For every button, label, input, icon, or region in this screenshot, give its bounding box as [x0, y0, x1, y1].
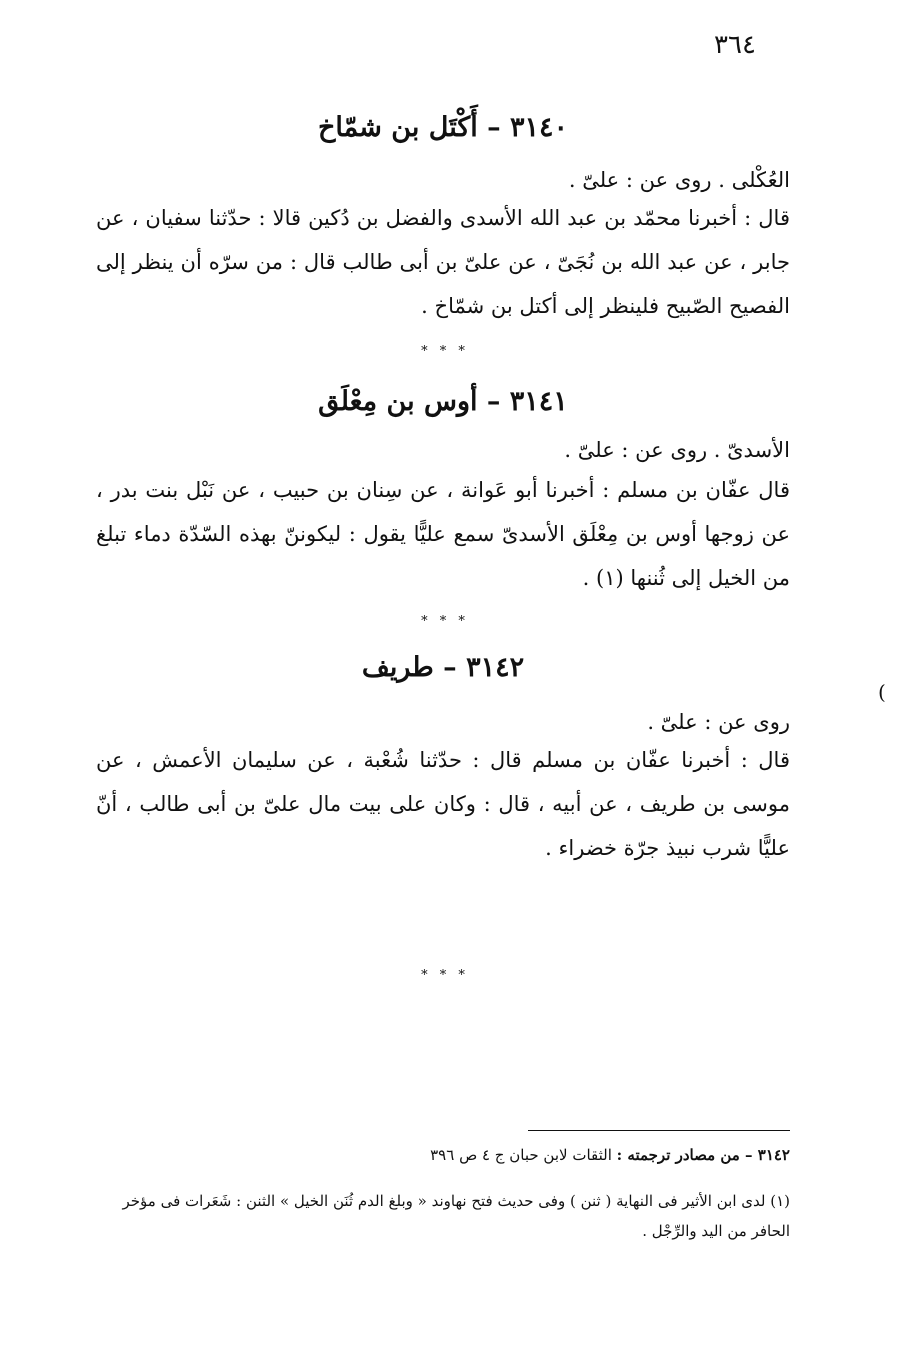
entry-title-3141: ٣١٤١ – أوس بن مِعْلَق — [318, 386, 568, 417]
footnote-sources — [96, 1140, 790, 1170]
margin-mark: ( — [878, 680, 886, 704]
entry-body-3140: قال : أخبرنا محمّد بن عبد الله الأسدى والفضل بن دُكين قالا : حدّثنا سفيان ، عن جابر ، عن عبد الله بن نُجَىّ ، عن علىّ بن أبى طالب قال : من سرّه أن ينظر إلى الفصيح الصّبيح فلينظر إلى أكتل بن شمّاخ . — [96, 206, 790, 318]
entry-intro-3141: الأسدىّ . روى عن : علىّ . — [564, 438, 790, 462]
footnote-1: (١) لدى ابن الأثير فى النهاية ( ثنن ) وفى حديث فتح نهاوند « وبلغ الدم ثُنَن الخيل » الثنن : شَعَرات فى مؤخر الحافر من اليد والرِّجْل . — [122, 1192, 790, 1240]
section-separator: * * * — [421, 968, 469, 983]
entry-body-3141: قال عفّان بن مسلم : أخبرنا أبو عَوانة ، عن سِنان بن حبيب ، عن نَبْل بنت بدر ، عن زوجها أوس بن مِعْلَق الأسدىّ سمع عليًّا يقول : ليكوننّ بهذه السّدّة دماء تبلغ من الخيل إلى ثُننها (١) . — [96, 478, 790, 590]
section-separator: * * * — [421, 614, 469, 629]
footnote-source-text: الثقات لابن حبان ج ٤ ص ٣٩٦ — [430, 1146, 612, 1164]
entry-intro-3140: العُكْلى . روى عن : علىّ . — [568, 168, 790, 192]
section-separator: * * * — [421, 344, 469, 359]
entry-title-3142: ٣١٤٢ – طريف — [361, 652, 525, 683]
footnote-rule — [528, 1130, 790, 1131]
footnote-source-label: ٣١٤٢ – من مصادر ترجمته : — [616, 1146, 790, 1164]
entry-title-3140: ٣١٤٠ – أَكْتَل بن شمّاخ — [317, 112, 569, 143]
page-number: ٣٦٤ — [714, 30, 756, 60]
entry-intro-3142: روى عن : علىّ . — [647, 710, 790, 734]
entry-body-3142: قال : أخبرنا عفّان بن مسلم قال : حدّثنا شُعْبة ، عن سليمان الأعمش ، عن موسى بن طريف ، عن أبيه ، قال : وكان على بيت مال علىّ بن أبى طالب ، أنّ عليًّا شرب نبيذ جرّة خضراء . — [96, 748, 790, 860]
